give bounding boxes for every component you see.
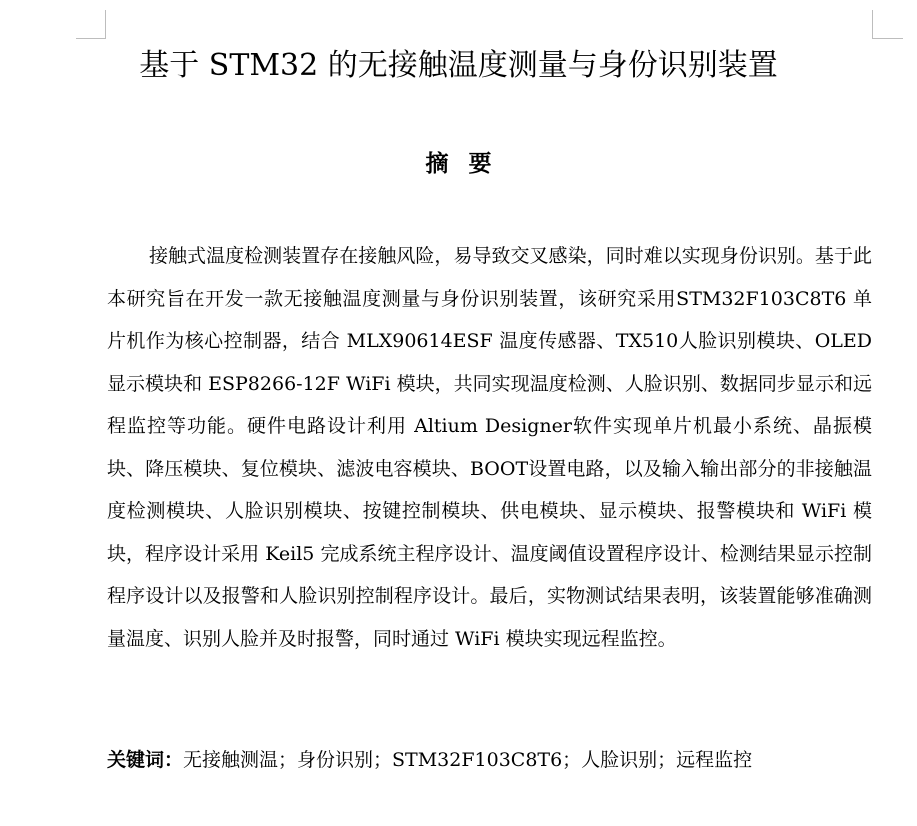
- keywords-line: [107, 742, 872, 778]
- keywords-text: 无接触测温；身份识别；STM32F103C8T6；人脸识别；远程监控: [183, 749, 753, 771]
- crop-mark-top-right: [872, 10, 903, 39]
- abstract-body: 接触式温度检测装置存在接触风险，易导致交叉感染，同时难以实现身份识别。基于此本研究旨在开发一款无接触温度测量与身份识别装置，该研究采用STM32F103C8T6 单片机作为核心控制器，结合 MLX90614ESF 温度传感器、TX510人脸识别模块、OLED 显示模块和 ESP8266-12F WiFi 模块，共同实现温度检测、人脸识别、数据同步显示和远程监控等功能。硬件电路设计利用 Altium Designer软件实现单片机最小系统、晶振模块、降压模块、复位模块、滤波电容模块、BOOT设置电路，以及输入输出部分的非接触温度检测模块、人脸识别模块、按键控制模块、供电模块、显示模块、报警模块和 WiFi 模块，程序设计采用 Keil5 完成系统主程序设计、温度阈值设置程序设计、检测结果显示控制程序设计以及报警和人脸识别控制程序设计。最后，实物测试结果表明，该装置能够准确测量温度、识别人脸并及时报警，同时通过 WiFi 模块实现远程监控。: [107, 245, 872, 650]
- keywords-label: 关键词：: [107, 749, 184, 771]
- abstract-heading: 摘要: [425, 151, 512, 177]
- crop-mark-top-left: [76, 10, 106, 39]
- page-title: 基于 STM32 的无接触温度测量与身份识别装置: [139, 48, 778, 83]
